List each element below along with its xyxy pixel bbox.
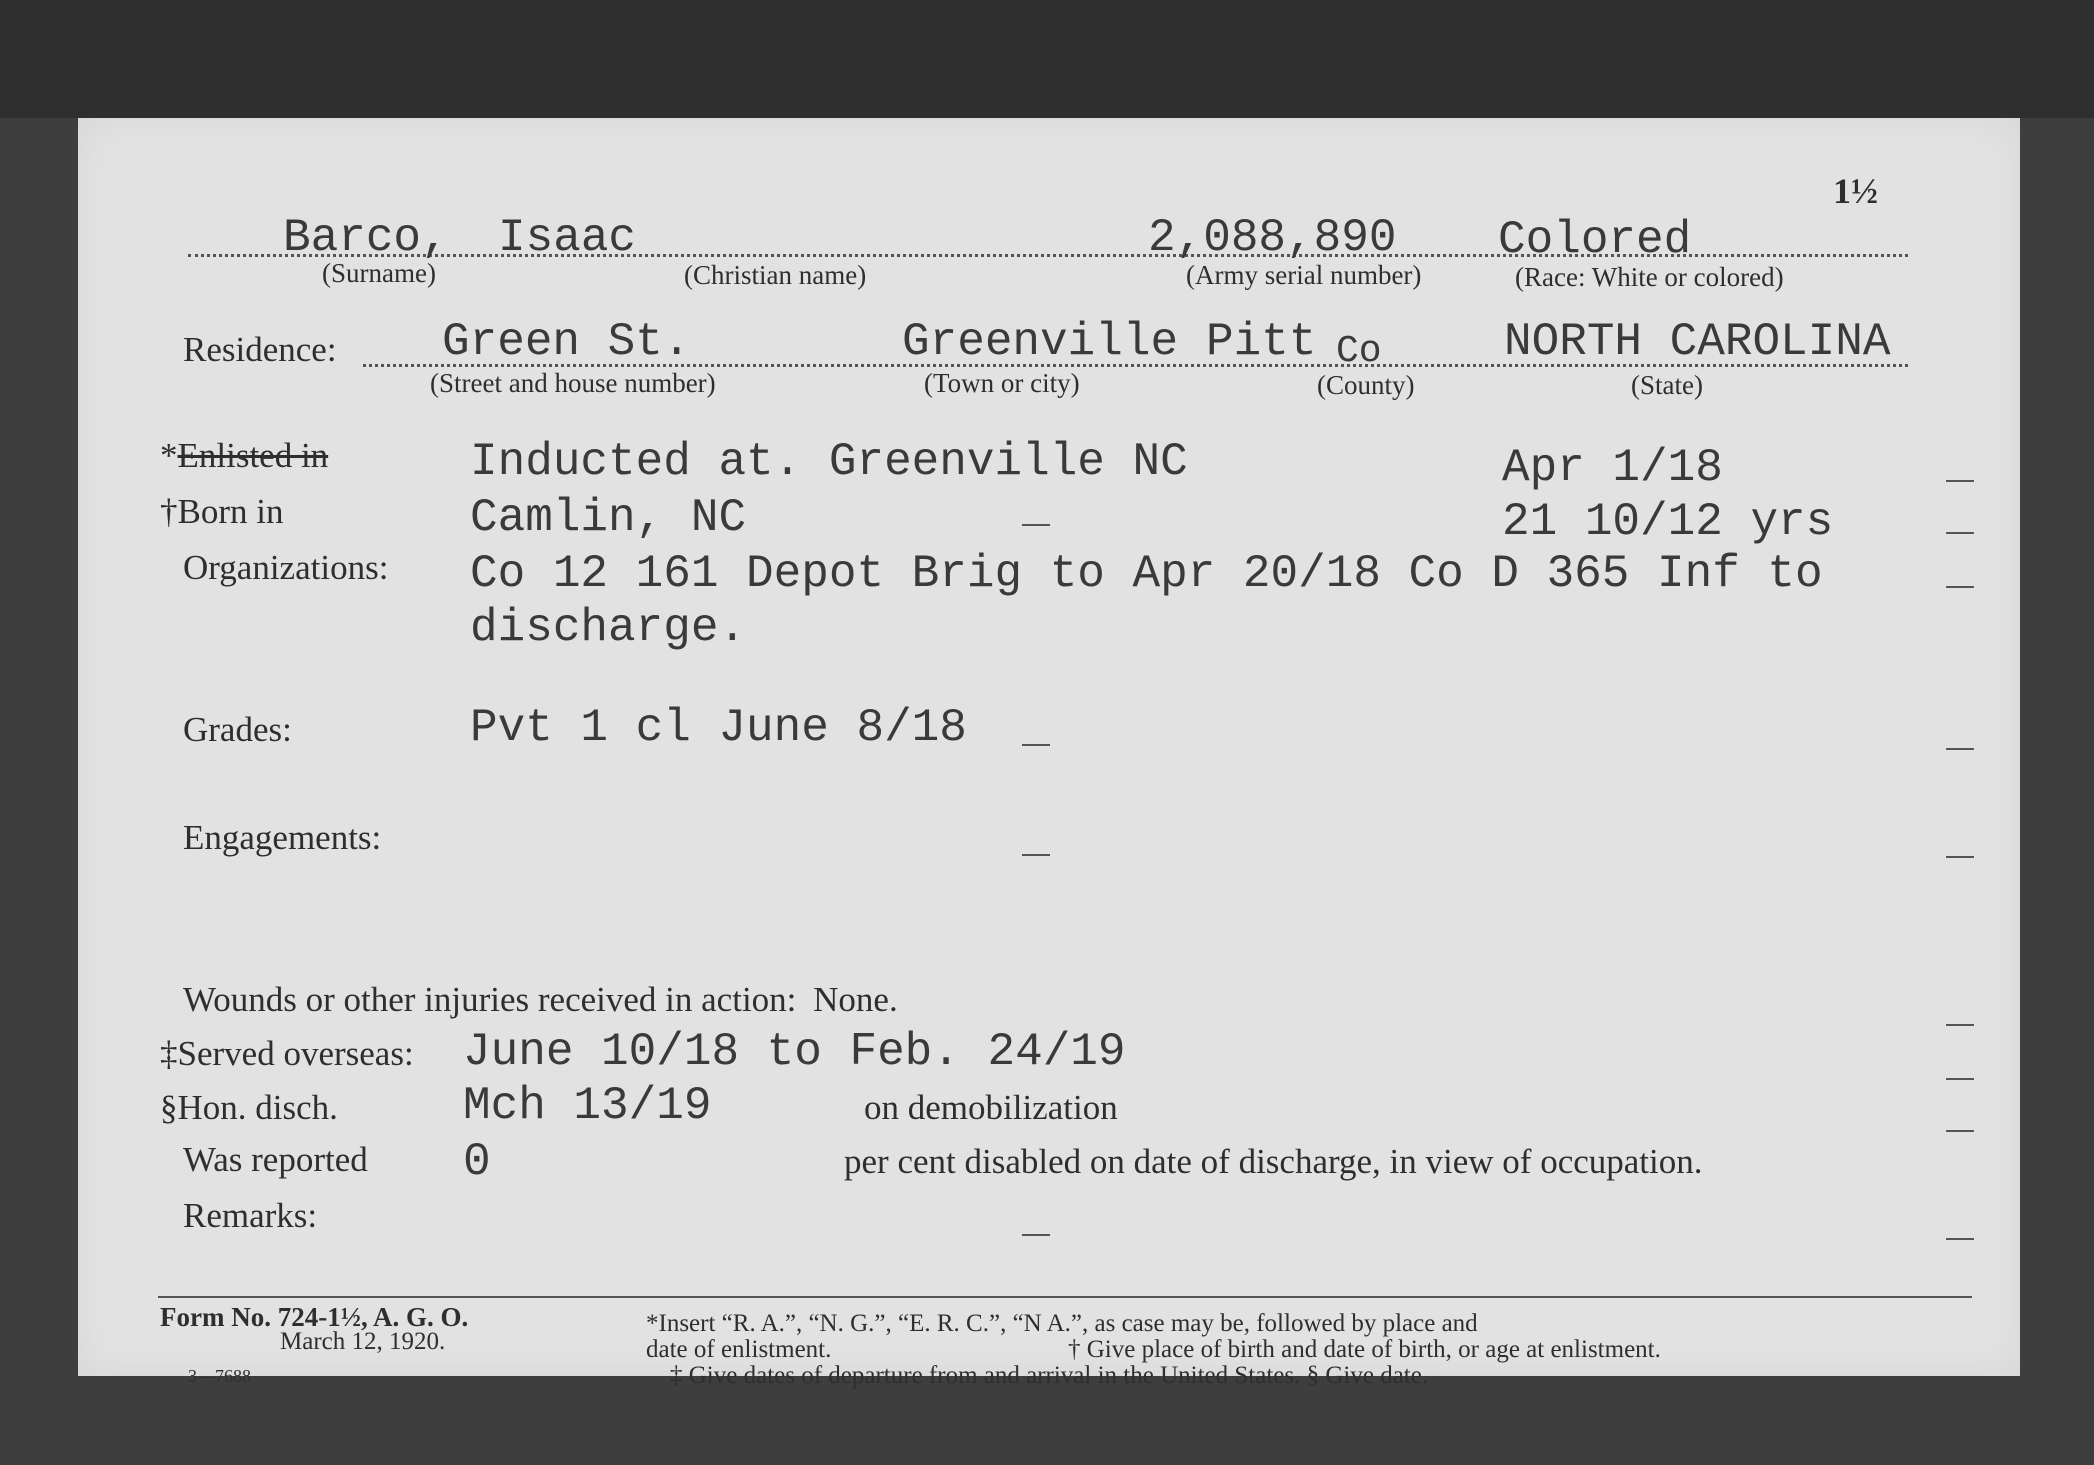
field-dash	[1946, 856, 1974, 858]
born-label-text: Born in	[177, 492, 284, 531]
state-value: NORTH CAROLINA	[1504, 316, 1891, 368]
enlisted-label-text: Enlisted in	[177, 436, 329, 475]
footer-note-2b: † Give place of birth and date of birth, or age at enlistment.	[1068, 1336, 1661, 1363]
enlisted-marker: *	[160, 436, 178, 475]
born-age: 21 10/12 yrs	[1502, 496, 1834, 548]
residence-label: Residence:	[183, 330, 337, 369]
wounds-value: None.	[813, 980, 898, 1019]
overseas-label	[160, 1034, 414, 1074]
field-dash	[1022, 744, 1050, 746]
field-dash	[1946, 1024, 1974, 1026]
surname-caption: (Surname)	[322, 258, 436, 288]
grades-value: Pvt 1 cl June 8/18	[470, 702, 967, 754]
footer-rule	[158, 1296, 1972, 1298]
field-dash	[1022, 1234, 1050, 1236]
enlisted-label	[160, 436, 328, 476]
print-code: 3—7688	[188, 1366, 251, 1386]
serial-number-value: 2,088,890	[1148, 212, 1397, 264]
organizations-line-2: discharge.	[470, 602, 747, 654]
field-dash	[1946, 748, 1974, 750]
footer-note-3: ‡ Give dates of departure from and arrival in the United States. § Give date.	[670, 1362, 1429, 1389]
footer-note-2a: date of enlistment.	[646, 1336, 832, 1363]
overseas-label-text: Served overseas:	[177, 1034, 414, 1073]
field-dash	[1946, 532, 1974, 534]
discharge-note: on demobilization	[864, 1088, 1118, 1127]
enlisted-date: Apr 1/18	[1502, 442, 1723, 494]
street-value: Green St.	[442, 316, 691, 368]
overseas-value: June 10/18 to Feb. 24/19	[463, 1026, 1126, 1078]
county-caption: (County)	[1317, 370, 1415, 400]
scan-background	[0, 0, 2094, 118]
field-dash	[1946, 586, 1974, 588]
engagements-label: Engagements:	[183, 818, 382, 857]
form-number: Form No. 724-1½, A. G. O.	[160, 1302, 469, 1332]
born-marker: †	[160, 492, 178, 531]
enlisted-value: Inducted at. Greenville NC	[470, 436, 1188, 488]
page-marker: 1½	[1833, 171, 1878, 211]
reported-value: 0	[463, 1136, 491, 1188]
wounds-label-text: Wounds or other injuries received in action:	[183, 980, 797, 1019]
discharge-label-text: Hon. disch.	[177, 1088, 338, 1127]
surname-value: Barco,	[283, 212, 449, 264]
race-caption: (Race: White or colored)	[1515, 262, 1784, 292]
reported-text: per cent disabled on date of discharge, in view of occupation.	[844, 1142, 1703, 1181]
discharge-value: Mch 13/19	[463, 1080, 712, 1132]
field-dash	[1946, 1078, 1974, 1080]
remarks-label: Remarks:	[183, 1196, 318, 1235]
record-card	[78, 118, 2020, 1389]
county-value: Pitt	[1206, 316, 1317, 368]
reported-label: Was reported	[183, 1140, 368, 1179]
grades-label: Grades:	[183, 710, 292, 749]
christian-caption: (Christian name)	[684, 260, 867, 290]
state-caption: (State)	[1631, 370, 1703, 400]
organizations-label: Organizations:	[183, 548, 389, 587]
town-caption: (Town or city)	[924, 368, 1080, 398]
footer-note-1: *Insert “R. A.”, “N. G.”, “E. R. C.”, “N A.”, as case may be, followed by place and	[646, 1310, 1478, 1337]
born-value: Camlin, NC	[470, 492, 747, 544]
serial-caption: (Army serial number)	[1186, 260, 1422, 290]
organizations-line-1: Co 12 161 Depot Brig to Apr 20/18 Co D 365 Inf to	[470, 548, 1823, 600]
field-dash	[1946, 1238, 1974, 1240]
discharge-label	[160, 1088, 338, 1128]
wounds-label	[183, 980, 898, 1020]
town-value: Greenville	[902, 316, 1179, 368]
race-value: Colored	[1498, 214, 1692, 266]
discharge-marker: §	[160, 1088, 178, 1127]
field-dash	[1946, 1130, 1974, 1132]
county-suffix: Co	[1336, 330, 1382, 373]
street-caption: (Street and house number)	[430, 368, 716, 398]
born-label	[160, 492, 283, 532]
field-dash	[1022, 854, 1050, 856]
christian-name-value: Isaac	[498, 212, 637, 264]
form-date: March 12, 1920.	[280, 1328, 446, 1355]
field-dash	[1022, 524, 1050, 526]
overseas-marker: ‡	[160, 1034, 178, 1073]
field-dash	[1946, 480, 1974, 482]
